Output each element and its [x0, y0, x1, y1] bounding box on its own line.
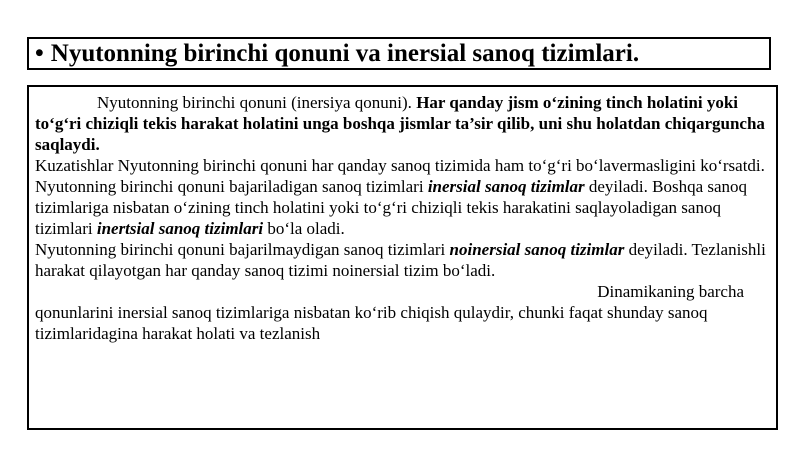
noninertial-text-2: deyiladi. Tezlanishli harakat qilayotgan har qanday sanoq tizimi noinersial tizim bo‘ladi.: [35, 240, 766, 280]
paragraph-dynamics-continued: qonunlarini inersial sanoq tizimlariga nisbatan ko‘rib chiqish qulaydir, chunki faqat shunday sanoq tizimlaridagina harakat holati va tezlanish: [35, 303, 708, 343]
slide-title: Nyutonning birinchi qonuni va inersial sanoq tizimlari.: [50, 40, 640, 67]
inertial-text-2: deyiladi. Boshqa sanoq tizimlariga nisbatan o‘zining tinch holatini yoki to‘g‘ri chiziqli tekis harakatini saqlayoladigan sanoq tizimlari: [35, 177, 748, 238]
paragraph-dynamics-start: Dinamikaning barcha: [597, 282, 744, 301]
term-inertial-frames-2: inertsial sanoq tizimlari: [96, 219, 264, 238]
term-noninertial-frames: noinersial sanoq tizimlar: [449, 240, 625, 259]
bullet-icon: •: [35, 40, 44, 67]
noninertial-text-1: Nyutonning birinchi qonuni bajarilmaydigan sanoq tizimlari: [35, 240, 450, 259]
paragraph-inertial-frames: [35, 155, 772, 239]
law-statement-text: Har qanday jism o‘zining tinch holatini yoki to‘g‘ri chiziqli tekis harakat holatini unga boshqa jismlar ta’sir qilib, uni shu holatdan chiqarguncha saqlaydi.: [35, 93, 765, 154]
inertial-text-1: Kuzatishlar Nyutonning birinchi qonuni har qanday sanoq tizimida ham to‘g‘ri bo‘lavermasligini ko‘rsatdi. Nyutonning birinchi qonuni bajariladigan sanoq tizimlari: [35, 156, 765, 196]
paragraph-law-definition: [35, 92, 772, 155]
term-inertial-frames: inersial sanoq tizimlar: [427, 177, 585, 196]
law-name-text: Nyutonning birinchi qonuni (inersiya qonuni).: [97, 93, 417, 112]
paragraph-noninertial-frames: [35, 239, 772, 281]
inertial-text-3: bo‘la oladi.: [263, 219, 345, 238]
slide-content-box: [27, 85, 778, 430]
slide-title-box: [27, 37, 771, 70]
